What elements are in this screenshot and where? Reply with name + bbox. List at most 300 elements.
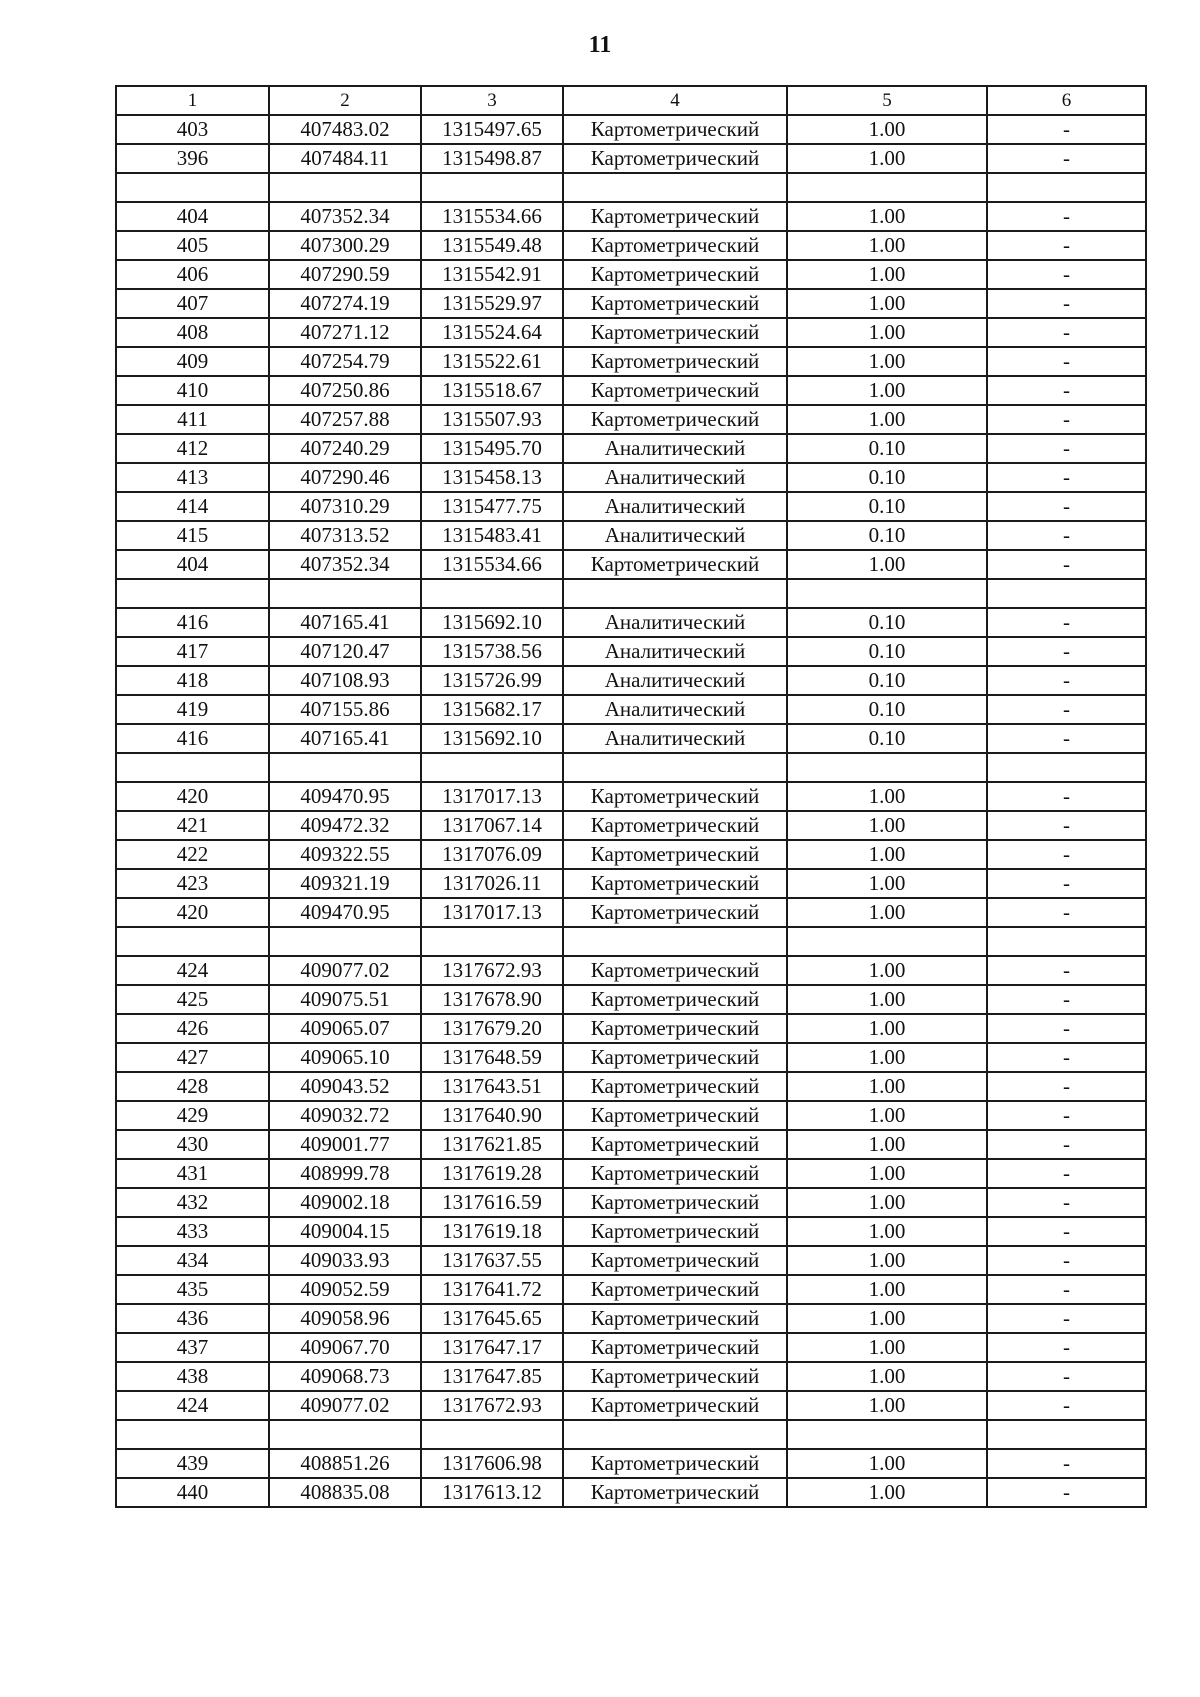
empty-cell bbox=[269, 1420, 421, 1449]
x-coordinate-cell: 407290.59 bbox=[269, 260, 421, 289]
method-cell: Картометрический bbox=[563, 347, 787, 376]
note-cell: - bbox=[987, 492, 1146, 521]
table-row bbox=[116, 1072, 1146, 1101]
point-number-cell: 423 bbox=[116, 869, 269, 898]
point-number-cell: 416 bbox=[116, 724, 269, 753]
y-coordinate-cell: 1315483.41 bbox=[421, 521, 563, 550]
x-coordinate-cell: 407254.79 bbox=[269, 347, 421, 376]
note-cell: - bbox=[987, 1391, 1146, 1420]
accuracy-cell: 1.00 bbox=[787, 318, 987, 347]
note-cell: - bbox=[987, 1188, 1146, 1217]
table-row bbox=[116, 231, 1146, 260]
x-coordinate-cell: 407165.41 bbox=[269, 724, 421, 753]
table-separator-row bbox=[116, 173, 1146, 202]
table-row bbox=[116, 1217, 1146, 1246]
method-cell: Картометрический bbox=[563, 1217, 787, 1246]
accuracy-cell: 1.00 bbox=[787, 956, 987, 985]
method-cell: Картометрический bbox=[563, 1391, 787, 1420]
note-cell: - bbox=[987, 724, 1146, 753]
empty-cell bbox=[116, 579, 269, 608]
table-row bbox=[116, 550, 1146, 579]
accuracy-cell: 1.00 bbox=[787, 1101, 987, 1130]
x-coordinate-cell: 407250.86 bbox=[269, 376, 421, 405]
table-row bbox=[116, 1304, 1146, 1333]
y-coordinate-cell: 1317643.51 bbox=[421, 1072, 563, 1101]
point-number-cell: 428 bbox=[116, 1072, 269, 1101]
point-number-cell: 407 bbox=[116, 289, 269, 318]
accuracy-cell: 1.00 bbox=[787, 1478, 987, 1507]
empty-cell bbox=[787, 753, 987, 782]
y-coordinate-cell: 1315549.48 bbox=[421, 231, 563, 260]
table-row bbox=[116, 724, 1146, 753]
note-cell: - bbox=[987, 347, 1146, 376]
y-coordinate-cell: 1315692.10 bbox=[421, 608, 563, 637]
table-row bbox=[116, 869, 1146, 898]
method-cell: Картометрический bbox=[563, 1159, 787, 1188]
y-coordinate-cell: 1315692.10 bbox=[421, 724, 563, 753]
method-cell: Аналитический bbox=[563, 695, 787, 724]
table-row bbox=[116, 318, 1146, 347]
x-coordinate-cell: 409067.70 bbox=[269, 1333, 421, 1362]
empty-cell bbox=[987, 753, 1146, 782]
accuracy-cell: 1.00 bbox=[787, 1217, 987, 1246]
table-row bbox=[116, 782, 1146, 811]
note-cell: - bbox=[987, 1304, 1146, 1333]
x-coordinate-cell: 407484.11 bbox=[269, 144, 421, 173]
empty-cell bbox=[787, 173, 987, 202]
x-coordinate-cell: 408851.26 bbox=[269, 1449, 421, 1478]
y-coordinate-cell: 1315498.87 bbox=[421, 144, 563, 173]
y-coordinate-cell: 1315726.99 bbox=[421, 666, 563, 695]
accuracy-cell: 0.10 bbox=[787, 666, 987, 695]
x-coordinate-cell: 407108.93 bbox=[269, 666, 421, 695]
y-coordinate-cell: 1315529.97 bbox=[421, 289, 563, 318]
y-coordinate-cell: 1315522.61 bbox=[421, 347, 563, 376]
y-coordinate-cell: 1317067.14 bbox=[421, 811, 563, 840]
empty-cell bbox=[116, 927, 269, 956]
method-cell: Картометрический bbox=[563, 318, 787, 347]
y-coordinate-cell: 1315534.66 bbox=[421, 202, 563, 231]
accuracy-cell: 1.00 bbox=[787, 405, 987, 434]
empty-cell bbox=[116, 173, 269, 202]
method-cell: Картометрический bbox=[563, 1072, 787, 1101]
point-number-cell: 421 bbox=[116, 811, 269, 840]
x-coordinate-cell: 409032.72 bbox=[269, 1101, 421, 1130]
point-number-cell: 412 bbox=[116, 434, 269, 463]
method-cell: Картометрический bbox=[563, 1275, 787, 1304]
table-row bbox=[116, 840, 1146, 869]
method-cell: Аналитический bbox=[563, 637, 787, 666]
note-cell: - bbox=[987, 231, 1146, 260]
empty-cell bbox=[987, 579, 1146, 608]
point-number-cell: 396 bbox=[116, 144, 269, 173]
method-cell: Аналитический bbox=[563, 463, 787, 492]
note-cell: - bbox=[987, 289, 1146, 318]
table-separator-row bbox=[116, 579, 1146, 608]
accuracy-cell: 1.00 bbox=[787, 1014, 987, 1043]
table-row bbox=[116, 1043, 1146, 1072]
y-coordinate-cell: 1317672.93 bbox=[421, 956, 563, 985]
point-number-cell: 427 bbox=[116, 1043, 269, 1072]
y-coordinate-cell: 1315542.91 bbox=[421, 260, 563, 289]
point-number-cell: 425 bbox=[116, 985, 269, 1014]
x-coordinate-cell: 408999.78 bbox=[269, 1159, 421, 1188]
method-cell: Картометрический bbox=[563, 405, 787, 434]
accuracy-cell: 1.00 bbox=[787, 985, 987, 1014]
method-cell: Картометрический bbox=[563, 1101, 787, 1130]
table-row bbox=[116, 1101, 1146, 1130]
note-cell: - bbox=[987, 811, 1146, 840]
method-cell: Картометрический bbox=[563, 550, 787, 579]
x-coordinate-cell: 407352.34 bbox=[269, 202, 421, 231]
point-number-cell: 420 bbox=[116, 898, 269, 927]
method-cell: Картометрический bbox=[563, 898, 787, 927]
note-cell: - bbox=[987, 1130, 1146, 1159]
accuracy-cell: 1.00 bbox=[787, 376, 987, 405]
method-cell: Картометрический bbox=[563, 1333, 787, 1362]
table-row bbox=[116, 1246, 1146, 1275]
y-coordinate-cell: 1317606.98 bbox=[421, 1449, 563, 1478]
accuracy-cell: 1.00 bbox=[787, 1333, 987, 1362]
y-coordinate-cell: 1317621.85 bbox=[421, 1130, 563, 1159]
table-row bbox=[116, 202, 1146, 231]
point-number-cell: 404 bbox=[116, 550, 269, 579]
table-row bbox=[116, 1391, 1146, 1420]
point-number-cell: 418 bbox=[116, 666, 269, 695]
point-number-cell: 408 bbox=[116, 318, 269, 347]
empty-cell bbox=[563, 1420, 787, 1449]
y-coordinate-cell: 1317678.90 bbox=[421, 985, 563, 1014]
table-header-row bbox=[116, 86, 1146, 115]
point-number-cell: 432 bbox=[116, 1188, 269, 1217]
accuracy-cell: 0.10 bbox=[787, 724, 987, 753]
x-coordinate-cell: 407290.46 bbox=[269, 463, 421, 492]
accuracy-cell: 1.00 bbox=[787, 1072, 987, 1101]
y-coordinate-cell: 1317017.13 bbox=[421, 898, 563, 927]
y-coordinate-cell: 1315497.65 bbox=[421, 115, 563, 144]
accuracy-cell: 0.10 bbox=[787, 434, 987, 463]
accuracy-cell: 0.10 bbox=[787, 637, 987, 666]
table-row bbox=[116, 811, 1146, 840]
table-row bbox=[116, 521, 1146, 550]
accuracy-cell: 1.00 bbox=[787, 1246, 987, 1275]
x-coordinate-cell: 407155.86 bbox=[269, 695, 421, 724]
point-number-cell: 404 bbox=[116, 202, 269, 231]
coordinates-table bbox=[115, 85, 1147, 1508]
accuracy-cell: 1.00 bbox=[787, 550, 987, 579]
x-coordinate-cell: 407271.12 bbox=[269, 318, 421, 347]
note-cell: - bbox=[987, 318, 1146, 347]
method-cell: Картометрический bbox=[563, 1188, 787, 1217]
method-cell: Картометрический bbox=[563, 840, 787, 869]
table-row bbox=[116, 115, 1146, 144]
empty-cell bbox=[421, 753, 563, 782]
x-coordinate-cell: 409004.15 bbox=[269, 1217, 421, 1246]
accuracy-cell: 1.00 bbox=[787, 231, 987, 260]
method-cell: Картометрический bbox=[563, 782, 787, 811]
empty-cell bbox=[987, 1420, 1146, 1449]
y-coordinate-cell: 1317616.59 bbox=[421, 1188, 563, 1217]
point-number-cell: 436 bbox=[116, 1304, 269, 1333]
table-row bbox=[116, 405, 1146, 434]
accuracy-cell: 1.00 bbox=[787, 811, 987, 840]
method-cell: Картометрический bbox=[563, 1246, 787, 1275]
point-number-cell: 416 bbox=[116, 608, 269, 637]
note-cell: - bbox=[987, 550, 1146, 579]
note-cell: - bbox=[987, 840, 1146, 869]
point-number-cell: 414 bbox=[116, 492, 269, 521]
accuracy-cell: 1.00 bbox=[787, 289, 987, 318]
column-header: 5 bbox=[787, 86, 987, 115]
table-row bbox=[116, 376, 1146, 405]
table-row bbox=[116, 608, 1146, 637]
empty-cell bbox=[269, 927, 421, 956]
point-number-cell: 405 bbox=[116, 231, 269, 260]
accuracy-cell: 1.00 bbox=[787, 202, 987, 231]
method-cell: Картометрический bbox=[563, 231, 787, 260]
accuracy-cell: 1.00 bbox=[787, 1043, 987, 1072]
method-cell: Аналитический bbox=[563, 608, 787, 637]
y-coordinate-cell: 1315518.67 bbox=[421, 376, 563, 405]
note-cell: - bbox=[987, 115, 1146, 144]
point-number-cell: 409 bbox=[116, 347, 269, 376]
accuracy-cell: 1.00 bbox=[787, 840, 987, 869]
point-number-cell: 417 bbox=[116, 637, 269, 666]
y-coordinate-cell: 1317619.18 bbox=[421, 1217, 563, 1246]
empty-cell bbox=[563, 579, 787, 608]
accuracy-cell: 1.00 bbox=[787, 1159, 987, 1188]
point-number-cell: 422 bbox=[116, 840, 269, 869]
column-header: 2 bbox=[269, 86, 421, 115]
x-coordinate-cell: 409470.95 bbox=[269, 898, 421, 927]
table-row bbox=[116, 492, 1146, 521]
y-coordinate-cell: 1315682.17 bbox=[421, 695, 563, 724]
method-cell: Картометрический bbox=[563, 1014, 787, 1043]
y-coordinate-cell: 1317017.13 bbox=[421, 782, 563, 811]
note-cell: - bbox=[987, 1014, 1146, 1043]
table-row bbox=[116, 289, 1146, 318]
note-cell: - bbox=[987, 376, 1146, 405]
y-coordinate-cell: 1317640.90 bbox=[421, 1101, 563, 1130]
y-coordinate-cell: 1317637.55 bbox=[421, 1246, 563, 1275]
x-coordinate-cell: 407257.88 bbox=[269, 405, 421, 434]
accuracy-cell: 1.00 bbox=[787, 347, 987, 376]
y-coordinate-cell: 1315477.75 bbox=[421, 492, 563, 521]
point-number-cell: 429 bbox=[116, 1101, 269, 1130]
y-coordinate-cell: 1317613.12 bbox=[421, 1478, 563, 1507]
accuracy-cell: 1.00 bbox=[787, 144, 987, 173]
column-header: 3 bbox=[421, 86, 563, 115]
y-coordinate-cell: 1315534.66 bbox=[421, 550, 563, 579]
y-coordinate-cell: 1315507.93 bbox=[421, 405, 563, 434]
x-coordinate-cell: 407352.34 bbox=[269, 550, 421, 579]
empty-cell bbox=[269, 173, 421, 202]
table-row bbox=[116, 666, 1146, 695]
y-coordinate-cell: 1317647.85 bbox=[421, 1362, 563, 1391]
accuracy-cell: 1.00 bbox=[787, 1188, 987, 1217]
table-row bbox=[116, 1130, 1146, 1159]
point-number-cell: 431 bbox=[116, 1159, 269, 1188]
method-cell: Аналитический bbox=[563, 666, 787, 695]
method-cell: Аналитический bbox=[563, 724, 787, 753]
y-coordinate-cell: 1317641.72 bbox=[421, 1275, 563, 1304]
point-number-cell: 433 bbox=[116, 1217, 269, 1246]
empty-cell bbox=[269, 579, 421, 608]
x-coordinate-cell: 409077.02 bbox=[269, 956, 421, 985]
x-coordinate-cell: 409472.32 bbox=[269, 811, 421, 840]
method-cell: Картометрический bbox=[563, 811, 787, 840]
x-coordinate-cell: 407310.29 bbox=[269, 492, 421, 521]
point-number-cell: 403 bbox=[116, 115, 269, 144]
table-row bbox=[116, 1014, 1146, 1043]
table-row bbox=[116, 1333, 1146, 1362]
note-cell: - bbox=[987, 1275, 1146, 1304]
point-number-cell: 437 bbox=[116, 1333, 269, 1362]
table-row bbox=[116, 1275, 1146, 1304]
empty-cell bbox=[987, 173, 1146, 202]
x-coordinate-cell: 407313.52 bbox=[269, 521, 421, 550]
empty-cell bbox=[987, 927, 1146, 956]
accuracy-cell: 1.00 bbox=[787, 1304, 987, 1333]
empty-cell bbox=[421, 1420, 563, 1449]
x-coordinate-cell: 409033.93 bbox=[269, 1246, 421, 1275]
method-cell: Картометрический bbox=[563, 956, 787, 985]
accuracy-cell: 1.00 bbox=[787, 1362, 987, 1391]
note-cell: - bbox=[987, 985, 1146, 1014]
y-coordinate-cell: 1317647.17 bbox=[421, 1333, 563, 1362]
y-coordinate-cell: 1317026.11 bbox=[421, 869, 563, 898]
x-coordinate-cell: 407483.02 bbox=[269, 115, 421, 144]
point-number-cell: 435 bbox=[116, 1275, 269, 1304]
point-number-cell: 410 bbox=[116, 376, 269, 405]
table-row bbox=[116, 463, 1146, 492]
note-cell: - bbox=[987, 405, 1146, 434]
accuracy-cell: 1.00 bbox=[787, 260, 987, 289]
method-cell: Картометрический bbox=[563, 1043, 787, 1072]
accuracy-cell: 0.10 bbox=[787, 521, 987, 550]
note-cell: - bbox=[987, 956, 1146, 985]
point-number-cell: 419 bbox=[116, 695, 269, 724]
note-cell: - bbox=[987, 1449, 1146, 1478]
note-cell: - bbox=[987, 1217, 1146, 1246]
empty-cell bbox=[787, 1420, 987, 1449]
x-coordinate-cell: 409052.59 bbox=[269, 1275, 421, 1304]
table-row bbox=[116, 985, 1146, 1014]
accuracy-cell: 1.00 bbox=[787, 1449, 987, 1478]
point-number-cell: 420 bbox=[116, 782, 269, 811]
method-cell: Картометрический bbox=[563, 869, 787, 898]
method-cell: Картометрический bbox=[563, 1130, 787, 1159]
point-number-cell: 440 bbox=[116, 1478, 269, 1507]
note-cell: - bbox=[987, 260, 1146, 289]
empty-cell bbox=[421, 579, 563, 608]
column-header: 4 bbox=[563, 86, 787, 115]
note-cell: - bbox=[987, 1246, 1146, 1275]
y-coordinate-cell: 1317645.65 bbox=[421, 1304, 563, 1333]
empty-cell bbox=[421, 173, 563, 202]
method-cell: Картометрический bbox=[563, 144, 787, 173]
table-separator-row bbox=[116, 927, 1146, 956]
empty-cell bbox=[563, 173, 787, 202]
table-row bbox=[116, 637, 1146, 666]
method-cell: Аналитический bbox=[563, 521, 787, 550]
accuracy-cell: 1.00 bbox=[787, 898, 987, 927]
y-coordinate-cell: 1315458.13 bbox=[421, 463, 563, 492]
accuracy-cell: 1.00 bbox=[787, 1130, 987, 1159]
table-row bbox=[116, 1362, 1146, 1391]
empty-cell bbox=[269, 753, 421, 782]
x-coordinate-cell: 407300.29 bbox=[269, 231, 421, 260]
accuracy-cell: 1.00 bbox=[787, 782, 987, 811]
accuracy-cell: 0.10 bbox=[787, 695, 987, 724]
x-coordinate-cell: 409065.10 bbox=[269, 1043, 421, 1072]
table-row bbox=[116, 1449, 1146, 1478]
x-coordinate-cell: 409002.18 bbox=[269, 1188, 421, 1217]
note-cell: - bbox=[987, 695, 1146, 724]
method-cell: Картометрический bbox=[563, 1478, 787, 1507]
table-row bbox=[116, 1478, 1146, 1507]
note-cell: - bbox=[987, 1478, 1146, 1507]
point-number-cell: 413 bbox=[116, 463, 269, 492]
empty-cell bbox=[563, 927, 787, 956]
method-cell: Картометрический bbox=[563, 1304, 787, 1333]
column-header: 6 bbox=[987, 86, 1146, 115]
table-row bbox=[116, 1188, 1146, 1217]
x-coordinate-cell: 409075.51 bbox=[269, 985, 421, 1014]
point-number-cell: 424 bbox=[116, 956, 269, 985]
empty-cell bbox=[787, 927, 987, 956]
point-number-cell: 406 bbox=[116, 260, 269, 289]
note-cell: - bbox=[987, 521, 1146, 550]
x-coordinate-cell: 409043.52 bbox=[269, 1072, 421, 1101]
accuracy-cell: 1.00 bbox=[787, 869, 987, 898]
x-coordinate-cell: 409077.02 bbox=[269, 1391, 421, 1420]
method-cell: Картометрический bbox=[563, 1362, 787, 1391]
x-coordinate-cell: 409470.95 bbox=[269, 782, 421, 811]
note-cell: - bbox=[987, 1362, 1146, 1391]
empty-cell bbox=[421, 927, 563, 956]
x-coordinate-cell: 409321.19 bbox=[269, 869, 421, 898]
empty-cell bbox=[116, 1420, 269, 1449]
method-cell: Картометрический bbox=[563, 260, 787, 289]
point-number-cell: 415 bbox=[116, 521, 269, 550]
point-number-cell: 426 bbox=[116, 1014, 269, 1043]
table-row bbox=[116, 956, 1146, 985]
note-cell: - bbox=[987, 463, 1146, 492]
note-cell: - bbox=[987, 434, 1146, 463]
x-coordinate-cell: 409068.73 bbox=[269, 1362, 421, 1391]
x-coordinate-cell: 409322.55 bbox=[269, 840, 421, 869]
table-separator-row bbox=[116, 1420, 1146, 1449]
table-body bbox=[116, 86, 1146, 1507]
accuracy-cell: 0.10 bbox=[787, 608, 987, 637]
point-number-cell: 434 bbox=[116, 1246, 269, 1275]
note-cell: - bbox=[987, 608, 1146, 637]
table-separator-row bbox=[116, 753, 1146, 782]
point-number-cell: 438 bbox=[116, 1362, 269, 1391]
note-cell: - bbox=[987, 202, 1146, 231]
note-cell: - bbox=[987, 1072, 1146, 1101]
x-coordinate-cell: 407240.29 bbox=[269, 434, 421, 463]
y-coordinate-cell: 1317619.28 bbox=[421, 1159, 563, 1188]
method-cell: Картометрический bbox=[563, 289, 787, 318]
x-coordinate-cell: 409001.77 bbox=[269, 1130, 421, 1159]
table-row bbox=[116, 1159, 1146, 1188]
note-cell: - bbox=[987, 869, 1146, 898]
point-number-cell: 411 bbox=[116, 405, 269, 434]
x-coordinate-cell: 407274.19 bbox=[269, 289, 421, 318]
table-row bbox=[116, 347, 1146, 376]
